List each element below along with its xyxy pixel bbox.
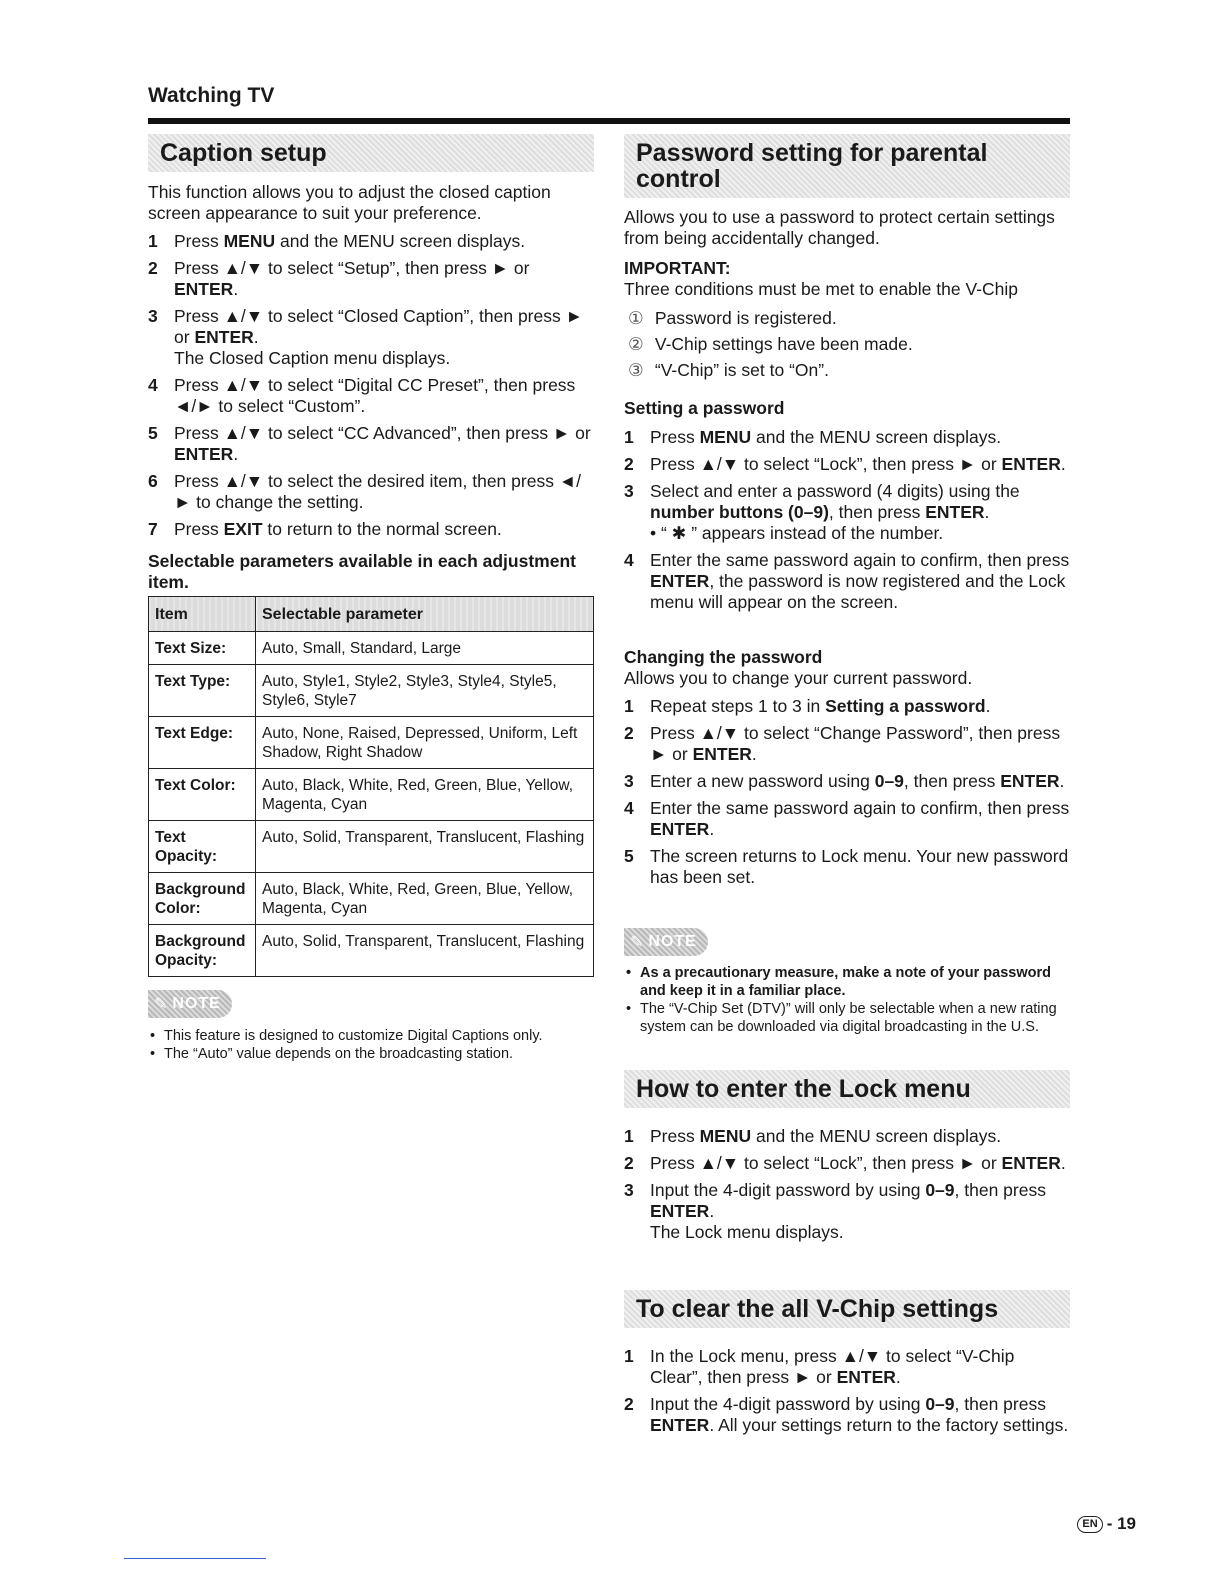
table-heading: Selectable parameters available in each adjustment item. [148, 551, 576, 592]
row-params: Auto, Solid, Transparent, Translucent, Flashing [256, 821, 594, 873]
table-row [149, 821, 594, 873]
password-intro: Allows you to use a password to protect certain settings from being accidentally changed. [624, 207, 1055, 248]
password-notes [624, 964, 1070, 1036]
list-item: 3 Press ▲/▼ to select “Closed Caption”, then press ► or ENTER. The Closed Caption menu displays. [148, 306, 583, 368]
list-item: ② V-Chip settings have been made. [628, 331, 1068, 357]
list-item: ① Password is registered. [628, 305, 1068, 331]
parameters-table [148, 596, 594, 977]
step-number: 2 [624, 454, 634, 474]
changing-steps [624, 696, 1070, 894]
step-number: 1 [624, 1126, 634, 1146]
vchip-clear-title: To clear the all V-Chip settings [636, 1295, 999, 1323]
list-item: 3 Select and enter a password (4 digits) using the number buttons (0–9), then press ENTER. • “ ✱ ” appears instead of the number. [624, 481, 1020, 543]
step-number: 6 [148, 471, 158, 491]
caption-notes [148, 1027, 588, 1063]
list-item: • This feature is designed to customize Digital Captions only. [148, 1027, 588, 1045]
row-item: Text Edge: [149, 717, 256, 769]
list-item: 4 Enter the same password again to confirm, then press ENTER, the password is now registered and the Lock menu will appear on the screen. [624, 550, 1070, 612]
list-item: 2 Press ▲/▼ to select “Lock”, then press ► or ENTER. [624, 454, 1066, 474]
row-params: Auto, Black, White, Red, Green, Blue, Yellow, Magenta, Cyan [256, 873, 594, 925]
lock-menu-banner [624, 1070, 1070, 1108]
pencil-icon: ✎ [154, 996, 169, 1013]
step-number: 5 [148, 423, 158, 443]
list-item: 2 Press ▲/▼ to select “Change Password”, then press ► or ENTER. [624, 723, 1061, 764]
list-item: • The “Auto” value depends on the broadcasting station. [148, 1045, 588, 1063]
note-badge-left [148, 990, 232, 1018]
list-item: 2 Input the 4-digit password by using 0–9, then press ENTER. All your settings return to the factory settings. [624, 1394, 1069, 1435]
table-row [149, 717, 594, 769]
list-item: 1 In the Lock menu, press ▲/▼ to select “V-Chip Clear”, then press ► or ENTER. [624, 1346, 1015, 1387]
table-row [149, 873, 594, 925]
circled-number: ② [628, 334, 644, 354]
row-params: Auto, Small, Standard, Large [256, 632, 594, 665]
step-number: 4 [148, 375, 158, 395]
step-number: 2 [624, 723, 634, 743]
lock-menu-steps [624, 1126, 1070, 1249]
row-params: Auto, Style1, Style2, Style3, Style4, Style5, Style6, Style7 [256, 665, 594, 717]
circled-number: ① [628, 308, 644, 328]
step-number: 2 [624, 1394, 634, 1414]
step-number: 7 [148, 519, 158, 539]
table-row [149, 769, 594, 821]
table-header-parameter: Selectable parameter [256, 597, 594, 632]
step-number: 2 [624, 1153, 634, 1173]
note-label: NOTE [648, 933, 697, 950]
row-params: Auto, Black, White, Red, Green, Blue, Yellow, Magenta, Cyan [256, 769, 594, 821]
list-item: 5 The screen returns to Lock menu. Your new password has been set. [624, 846, 1069, 887]
list-item: • The “V-Chip Set (DTV)” will only be selectable when a new rating system can be downloaded via digital broadcasting in the U.S. [624, 1000, 1070, 1036]
list-item: 3 Enter a new password using 0–9, then press ENTER. [624, 771, 1065, 791]
list-item: 2 Press ▲/▼ to select “Setup”, then press ► or ENTER. [148, 258, 530, 299]
important-label: IMPORTANT: [624, 258, 731, 278]
table-row [149, 925, 594, 977]
password-banner [624, 134, 1070, 198]
note-label: NOTE [172, 995, 221, 1012]
header-rule [148, 118, 1070, 124]
list-item: 5 Press ▲/▼ to select “CC Advanced”, then press ► or ENTER. [148, 423, 591, 464]
important-text: Three conditions must be met to enable the V-Chip [624, 279, 1018, 299]
caption-setup-steps [148, 231, 594, 546]
table-row [149, 665, 594, 717]
step-number: 3 [624, 1180, 634, 1200]
note-badge-right [624, 928, 708, 956]
list-item: 3 Input the 4-digit password by using 0–9, then press ENTER. The Lock menu displays. [624, 1180, 1046, 1242]
list-item: 7 Press EXIT to return to the normal screen. [148, 519, 502, 539]
row-item: Text Color: [149, 769, 256, 821]
table-header-item: Item [149, 597, 256, 632]
setting-heading: Setting a password [624, 398, 785, 418]
row-item: Text Size: [149, 632, 256, 665]
row-params: Auto, None, Raised, Depressed, Uniform, Left Shadow, Right Shadow [256, 717, 594, 769]
step-number: 3 [148, 306, 158, 326]
caption-setup-title: Caption setup [160, 139, 327, 167]
list-item: 4 Press ▲/▼ to select “Digital CC Preset”, then press ◄/► to select “Custom”. [148, 375, 576, 416]
row-params: Auto, Solid, Transparent, Translucent, Flashing [256, 925, 594, 977]
row-item: Text Opacity: [149, 821, 256, 873]
list-item: • As a precautionary measure, make a note of your password and keep it in a familiar place. [624, 964, 1070, 1000]
list-item: 6 Press ▲/▼ to select the desired item, then press ◄/► to change the setting. [148, 471, 581, 512]
page-number: EN - 19 [1077, 1514, 1136, 1534]
circled-number: ③ [628, 360, 644, 380]
step-number: 1 [624, 427, 634, 447]
caption-setup-intro: This function allows you to adjust the closed caption screen appearance to suit your preference. [148, 182, 551, 223]
step-number: 1 [624, 696, 634, 716]
step-number: 3 [624, 481, 634, 501]
step-number: 4 [624, 798, 634, 818]
list-item: 1 Repeat steps 1 to 3 in Setting a password. [624, 696, 991, 716]
step-number: 5 [624, 846, 634, 866]
list-item: 2 Press ▲/▼ to select “Lock”, then press ► or ENTER. [624, 1153, 1066, 1173]
list-item: 1 Press MENU and the MENU screen displays. [148, 231, 526, 251]
row-item: Background Opacity: [149, 925, 256, 977]
footer-link-line [124, 1558, 266, 1559]
step-number: 1 [148, 231, 158, 251]
step-number: 3 [624, 771, 634, 791]
setting-steps [624, 427, 1070, 619]
language-badge: EN [1077, 1516, 1102, 1533]
step-number: 1 [624, 1346, 634, 1366]
lock-menu-title: How to enter the Lock menu [636, 1075, 971, 1103]
list-item: 4 Enter the same password again to confirm, then press ENTER. [624, 798, 1070, 839]
changing-intro: Allows you to change your current password. [624, 668, 973, 688]
changing-heading: Changing the password [624, 647, 823, 667]
password-title: Password setting for parental control [636, 139, 988, 193]
conditions-list [628, 305, 1068, 383]
row-item: Background Color: [149, 873, 256, 925]
row-item: Text Type: [149, 665, 256, 717]
vchip-clear-steps [624, 1346, 1070, 1442]
pencil-icon: ✎ [630, 934, 645, 951]
vchip-clear-banner [624, 1290, 1070, 1328]
section-label: Watching TV [148, 84, 275, 107]
caption-setup-banner [148, 134, 594, 172]
list-item: 1 Press MENU and the MENU screen displays. [624, 1126, 1002, 1146]
list-item: 1 Press MENU and the MENU screen displays. [624, 427, 1002, 447]
list-item: ③ “V-Chip” is set to “On”. [628, 357, 1068, 383]
table-row [149, 632, 594, 665]
step-number: 4 [624, 550, 634, 570]
step-number: 2 [148, 258, 158, 278]
